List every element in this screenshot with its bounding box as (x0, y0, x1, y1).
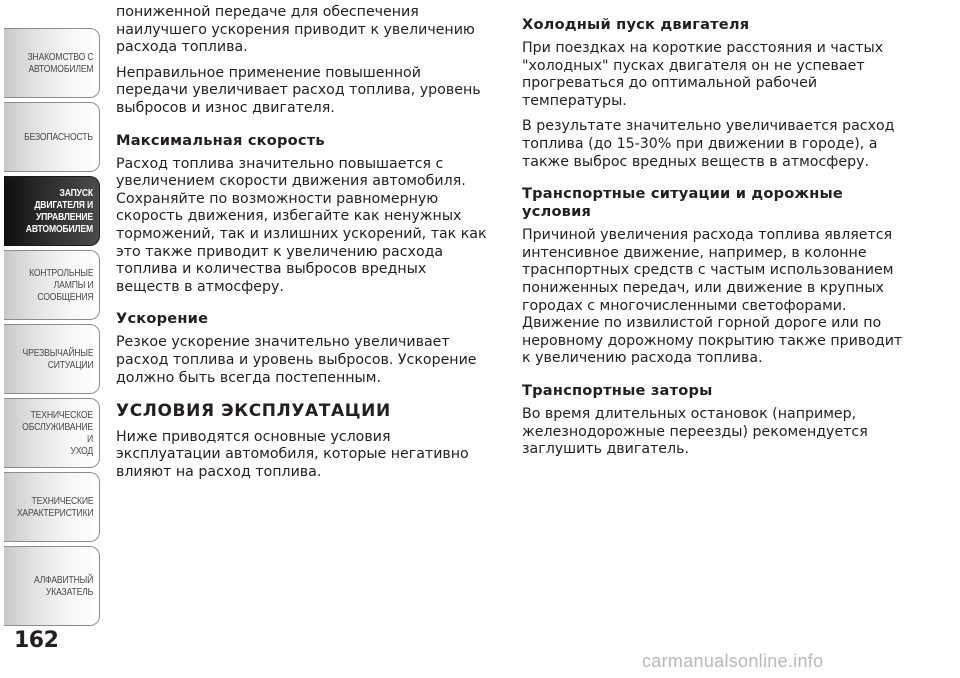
tab-alphabetical-index[interactable] (4, 546, 100, 626)
tab-servicing-and-care[interactable] (4, 398, 100, 468)
section-heading-max-speed: Максимальная скорость (116, 131, 325, 149)
paragraph: Неправильное применение повышенной передачи увеличивает расход топлива, уровень выбросов и износ двигателя. (116, 64, 481, 116)
watermark: carmanualsonline.info (642, 651, 824, 671)
tab-label: ЗНАКОМСТВО С АВТОМОБИЛЕМ (27, 51, 93, 75)
paragraph: Во время длительных остановок (например, железнодорожные переезды) рекомендуется заглушить двигатель. (522, 405, 868, 458)
section-heading-traffic-conditions: Транспортные ситуации и дорожные условия (522, 185, 843, 221)
page-number: 162 (14, 628, 59, 653)
tab-label: АЛФАВИТНЫЙ УКАЗАТЕЛЬ (33, 574, 93, 598)
paragraph: В результате значительно увеличивается расход топлива (до 15-30% при движении в городе), а также выброс вредных веществ в атмосферу. (522, 118, 895, 170)
section-heading-acceleration: Ускорение (116, 310, 209, 328)
section-heading-traffic-jams: Транспортные заторы (522, 381, 713, 399)
tab-warning-lights-and-messages[interactable] (4, 250, 100, 320)
chapter-tabs-sidebar (0, 0, 104, 640)
right-text-column (522, 4, 914, 467)
section-title-operating-conditions: УСЛОВИЯ ЭКСПЛУАТАЦИИ (116, 401, 391, 422)
paragraph: пониженной передаче для обеспечения наилучшего ускорения приводит к увеличению расхода топлива. (116, 4, 475, 56)
tab-emergencies[interactable] (4, 324, 100, 394)
paragraph: При поездках на короткие расстояния и частых "холодных" пусках двигателя он не успевает прогреваться до оптимальной рабочей температуры. (522, 40, 884, 109)
tab-label: ЧРЕЗВЫЧАЙНЫЕ СИТУАЦИИ (22, 347, 93, 371)
tab-starting-and-driving[interactable] (4, 176, 100, 246)
left-text-column (116, 4, 490, 489)
tab-technical-specifications[interactable] (4, 472, 100, 542)
tab-label: ТЕХНИЧЕСКОЕ ОБСЛУЖИВАНИЕ И УХОД (22, 409, 94, 457)
section-heading-cold-start: Холодный пуск двигателя (522, 16, 750, 33)
tab-label: ТЕХНИЧЕСКИЕ ХАРАКТЕРИСТИКИ (16, 495, 93, 519)
tab-label: КОНТРОЛЬНЫЕ ЛАМПЫ И СООБЩЕНИЯ (28, 267, 93, 303)
tab-vehicle-introduction[interactable] (4, 28, 100, 98)
paragraph: Причиной увеличения расхода топлива является интенсивное движение, например, в колонне траснпортных средств с частым использованием пониженных передач, или движение в крупных городах с многочисленными светофорами. Движение по извилистой горной дороге или по неровному дорожному покрытию также приводит к увеличению расхода топлива. (522, 227, 903, 367)
paragraph: Резкое ускорение значительно увеличивает расход топлива и уровень выбросов. Ускорение должно быть всегда постепенным. (116, 334, 477, 386)
tab-label: ЗАПУСК ДВИГАТЕЛЯ И УПРАВЛЕНИЕ АВТОМОБИЛЕМ (25, 187, 93, 235)
paragraph: Ниже приводятся основные условия эксплуатации автомобиля, которые негативно влияют на расход топлива. (116, 428, 469, 480)
tab-label: БЕЗОПАСНОСТЬ (24, 131, 93, 143)
paragraph: Расход топлива значительно повышается с увеличением скорости движения автомобиля. Сохраняйте по возможности равномерную скорость движения, избегайте как ненужных торможений, так и излишних ускорений, так как это также приводит к увеличению расхода топлива и количества выбросов вредных веществ в атмосферу. (116, 155, 487, 295)
tab-safety[interactable] (4, 102, 100, 172)
